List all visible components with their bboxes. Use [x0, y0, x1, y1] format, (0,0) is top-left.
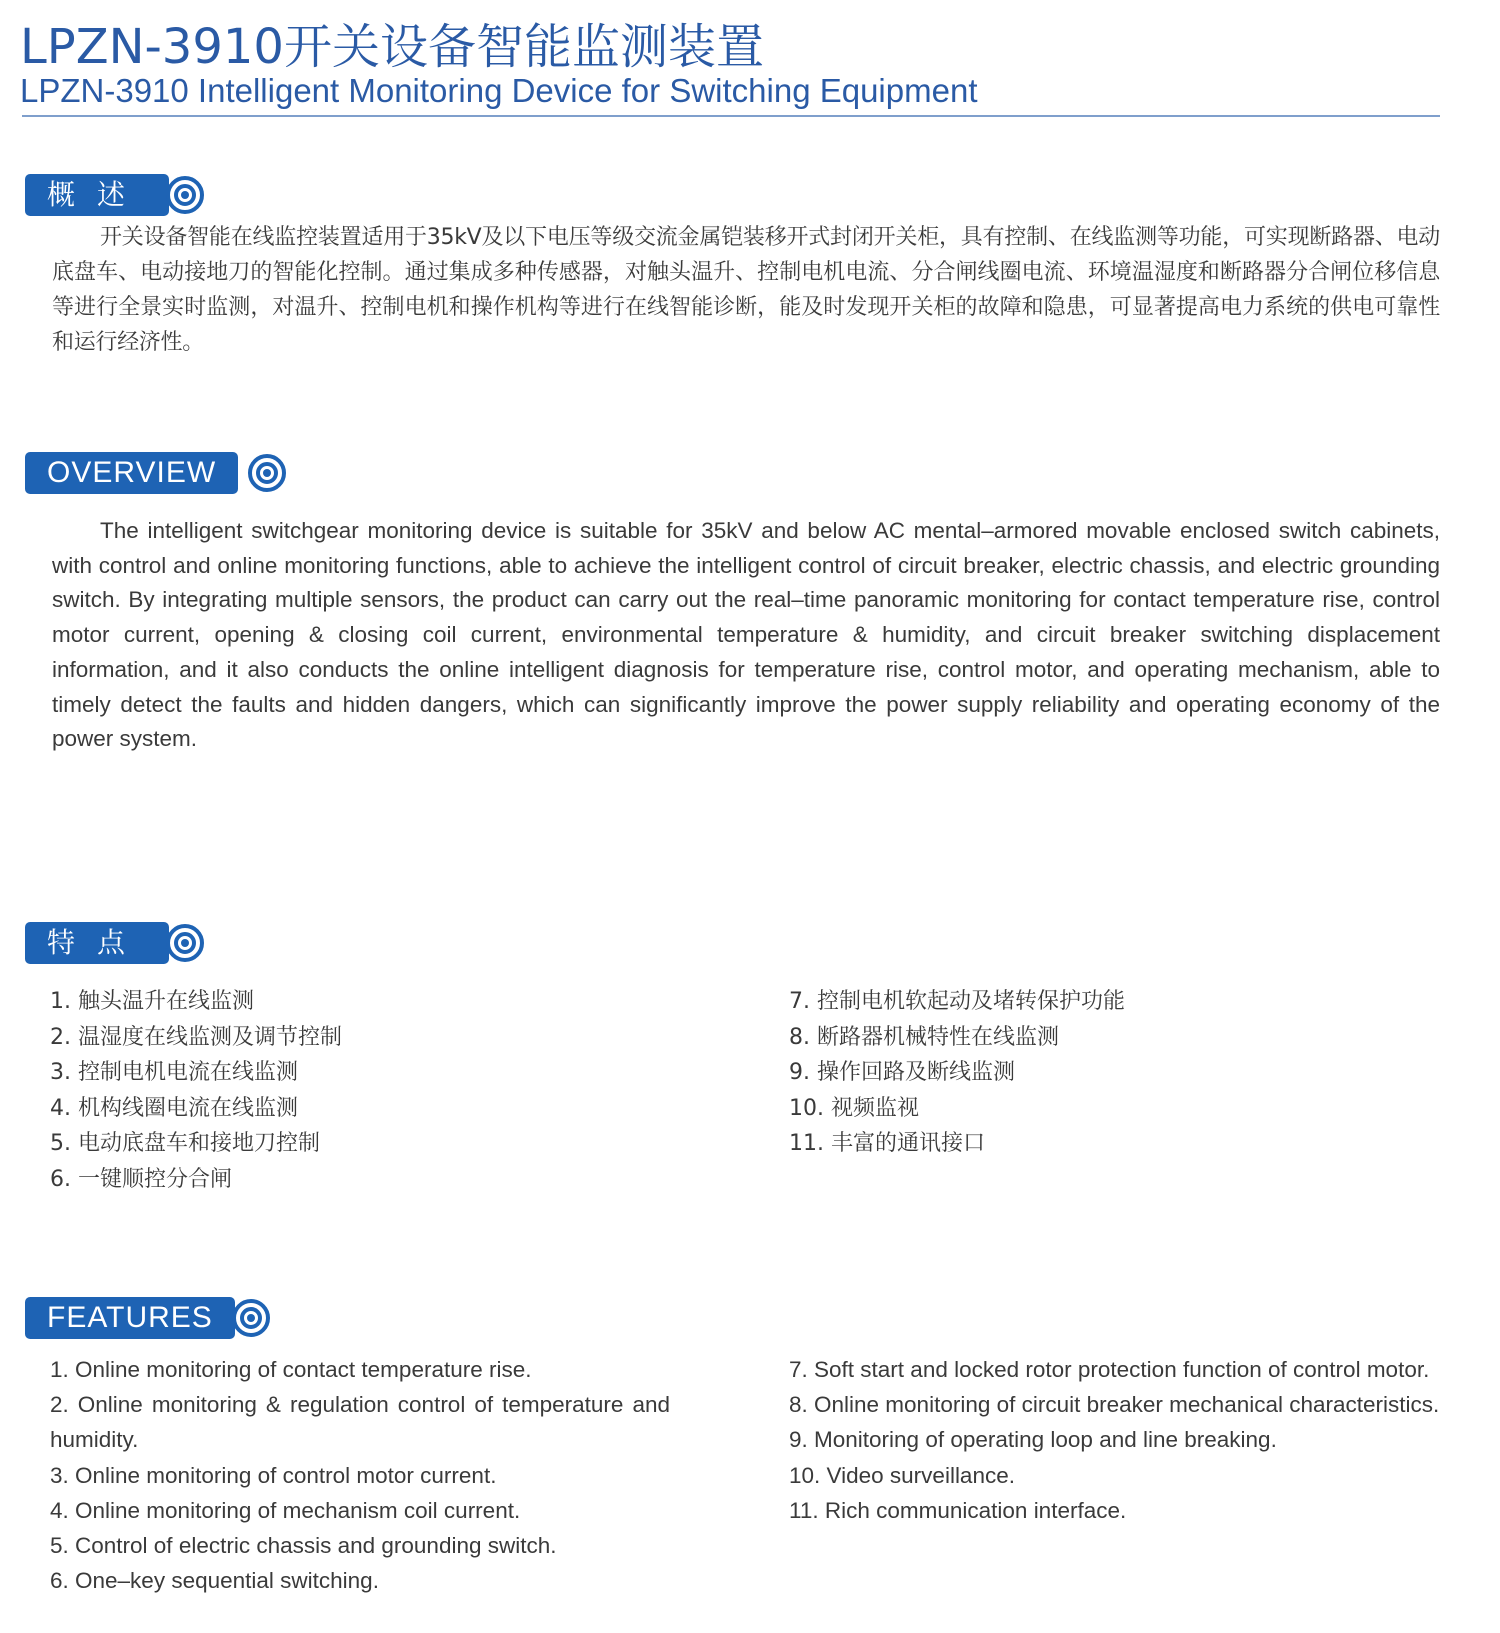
list-item: 6. One–key sequential switching. — [50, 1568, 379, 1594]
list-item: 3. 控制电机电流在线监测 — [50, 1060, 298, 1085]
list-item: 5. 电动底盘车和接地刀控制 — [50, 1131, 320, 1156]
list-item: 3. Online monitoring of control motor current. — [50, 1462, 497, 1488]
features-cn-right — [789, 984, 1125, 1162]
list-item: 4. Online monitoring of mechanism coil current. — [50, 1497, 521, 1523]
overview-cn-text: 开关设备智能在线监控装置适用于35kV及以下电压等级交流金属铠装移开式封闭开关柜，具有控制、在线监测等功能，可实现断路器、电动底盘车、电动接地刀的智能化控制。通过集成多种传感器，对触头温升、控制电机电流、分合闸线圈电流、环境温湿度和断路器分合闸位移信息等进行全景实时监测，对温升、控制电机和操作机构等进行在线智能诊断，能及时发现开关柜的故障和隐患，可显著提高电力系统的供电可靠性和运行经济性。 — [52, 225, 1440, 355]
target-icon — [165, 923, 205, 963]
list-item: 4. 机构线圈电流在线监测 — [50, 1095, 298, 1121]
list-item: 9. 操作回路及断线监测 — [789, 1060, 1015, 1085]
section-tag-overview-cn: 概述 — [25, 174, 169, 216]
list-item: 10. Video surveillance. — [789, 1462, 1015, 1488]
target-icon — [247, 453, 287, 493]
list-item: 10. 视频监视 — [789, 1095, 919, 1121]
list-item: 5. Control of electric chassis and grounding switch. — [50, 1533, 557, 1559]
section-tag-features-en: FEATURES — [25, 1297, 235, 1339]
features-en-right — [789, 1352, 1439, 1528]
list-item: 8. Online monitoring of circuit breaker mechanical characteristics. — [789, 1392, 1440, 1418]
overview-en-text: The intelligent switchgear monitoring device is suitable for 35kV and below AC mental–armored movable enclosed switch cabinets, with control and online monitoring functions, able to achieve the intelligent control of circuit breaker, electric chassis, and electric grounding switch. By integrating multiple sensors, the product can carry out the real–time panoramic monitoring for contact temperature rise, control motor current, opening & closing coil current, environmental temperature & humidity, and circuit breaker switching displacement information, and it also conducts the online intelligent diagnosis for temperature rise, control motor, and operating mechanism, able to timely detect the faults and hidden dangers, which can significantly improve the power supply reliability and operating economy of the power system. — [52, 518, 1440, 752]
page-subtitle: LPZN-3910 Intelligent Monitoring Device for Switching Equipment — [20, 72, 978, 109]
features-cn-left — [50, 984, 342, 1197]
list-item: 7. 控制电机软起动及堵转保护功能 — [789, 989, 1125, 1014]
target-icon — [165, 175, 205, 215]
list-item: 1. Online monitoring of contact temperature rise. — [50, 1357, 532, 1382]
list-item: 11. Rich communication interface. — [789, 1497, 1127, 1523]
features-en-left — [50, 1352, 670, 1598]
list-item: 8. 断路器机械特性在线监测 — [789, 1024, 1059, 1050]
list-item: 2. 温湿度在线监测及调节控制 — [50, 1024, 342, 1050]
list-item: 7. Soft start and locked rotor protection function of control motor. — [789, 1357, 1430, 1382]
section-tag-features-cn: 特点 — [25, 922, 169, 964]
target-icon — [231, 1298, 271, 1338]
list-item: 11. 丰富的通讯接口 — [789, 1131, 985, 1156]
list-item: 6. 一键顺控分合闸 — [50, 1166, 232, 1192]
list-item: 9. Monitoring of operating loop and line breaking. — [789, 1427, 1277, 1453]
page-title: LPZN-3910开关设备智能监测装置 — [20, 19, 764, 75]
title-divider — [22, 115, 1440, 117]
list-item: 2. Online monitoring & regulation control of temperature and humidity. — [50, 1392, 670, 1453]
section-tag-overview-en: OVERVIEW — [25, 452, 238, 494]
list-item: 1. 触头温升在线监测 — [50, 989, 254, 1014]
